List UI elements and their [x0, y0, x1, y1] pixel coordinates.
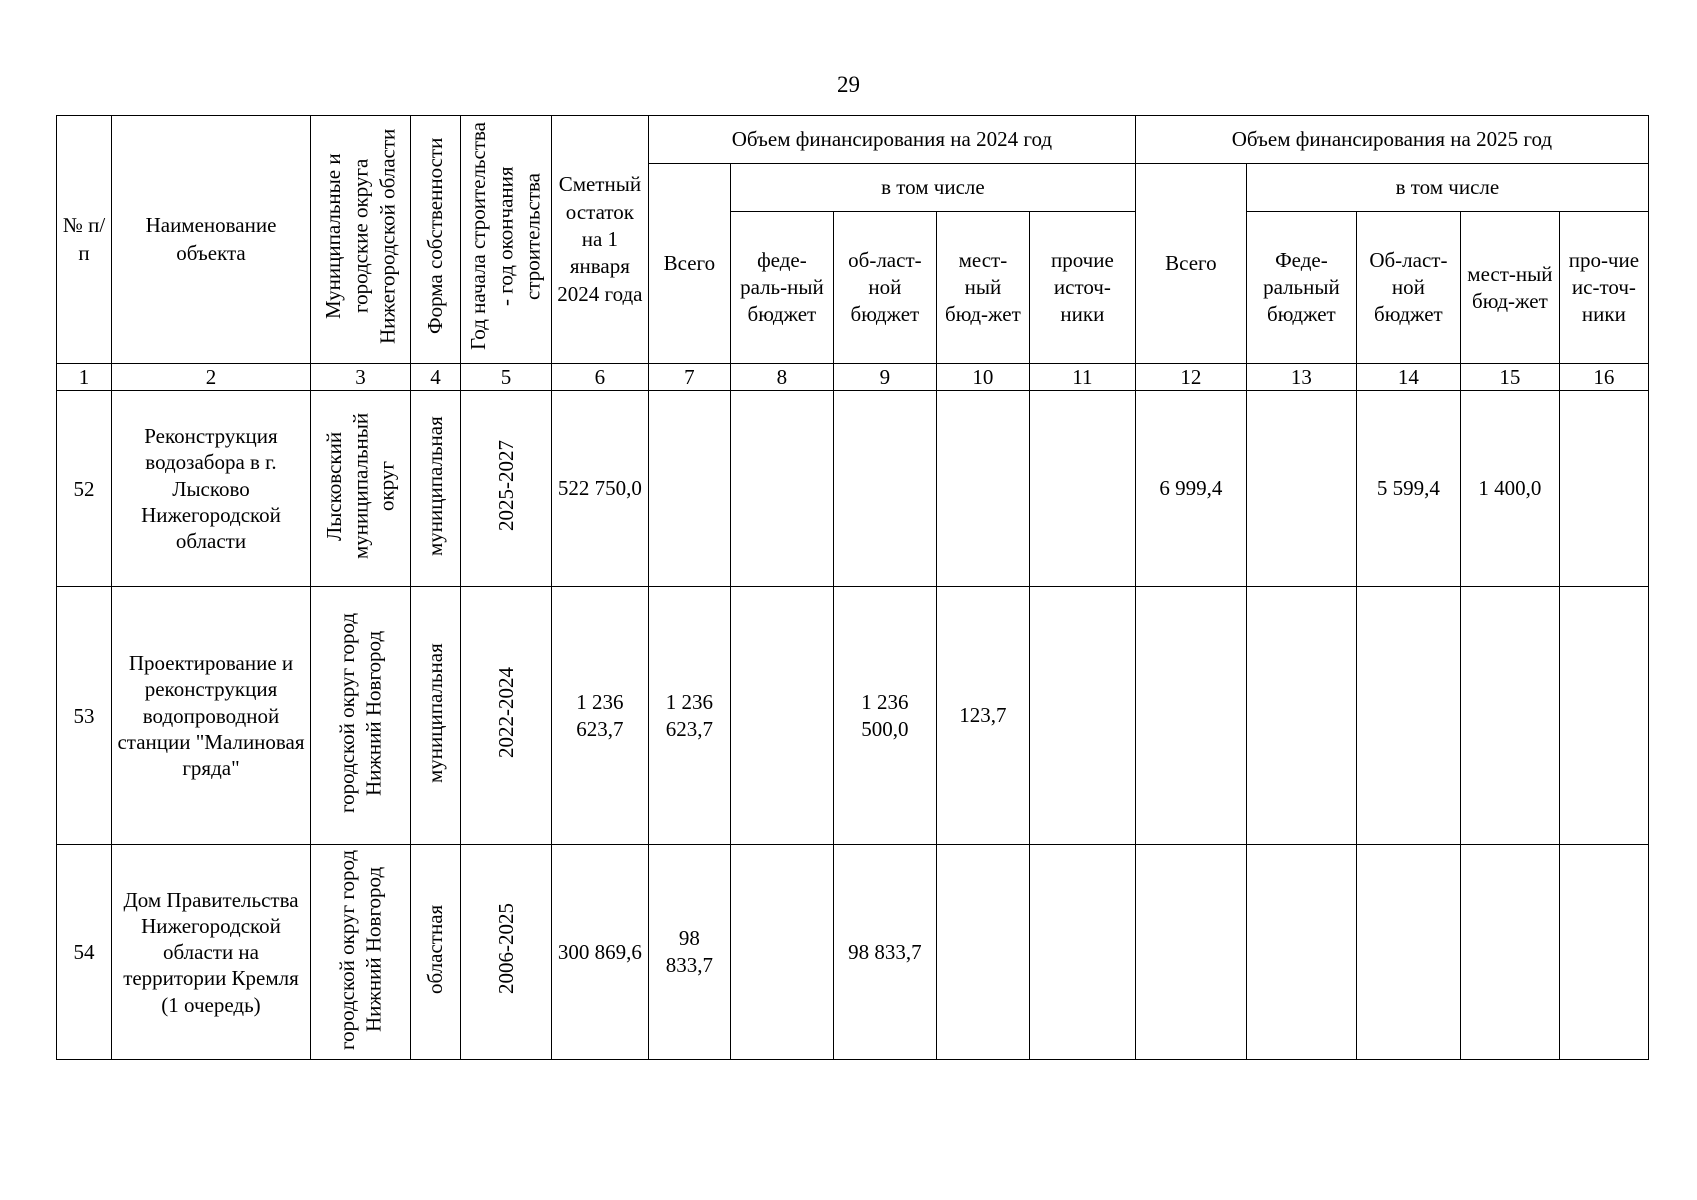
- total-2025: [1135, 845, 1246, 1060]
- header-ownership-cell: [411, 116, 461, 364]
- page-number: 29: [837, 72, 860, 97]
- construction-years: 2006-2025: [493, 903, 518, 995]
- local-2025: [1460, 845, 1559, 1060]
- ownership-cell: [411, 391, 461, 587]
- column-number: 5: [461, 364, 552, 391]
- federal-2025: [1246, 587, 1356, 845]
- federal-2025: [1246, 845, 1356, 1060]
- column-number: 7: [648, 364, 730, 391]
- regional-2024: [833, 391, 936, 587]
- ownership-form: муниципальная: [423, 415, 448, 556]
- federal-2024: [730, 845, 833, 1060]
- column-number: 11: [1029, 364, 1135, 391]
- ownership-form: областная: [423, 904, 448, 994]
- header-municipal-cell: [311, 116, 411, 364]
- column-number: 8: [730, 364, 833, 391]
- other-2025: [1559, 391, 1648, 587]
- header-estimate: Сметный остаток на 1 января 2024 года: [551, 116, 648, 364]
- estimate-balance: 522 750,0: [551, 391, 648, 587]
- total-2025: 6 999,4: [1135, 391, 1246, 587]
- header-fin-2024: Объем финансирования на 2024 год: [648, 116, 1135, 164]
- local-2025: 1 400,0: [1460, 391, 1559, 587]
- header-years-cell: [461, 116, 552, 364]
- header-fin-2025: Объем финансирования на 2025 год: [1135, 116, 1648, 164]
- local-2024: 123,7: [936, 587, 1029, 845]
- object-name: Реконструкция водозабора в г. Лысково Нижегородской области: [112, 391, 311, 587]
- header-other-2024: прочие источ-ники: [1029, 212, 1135, 364]
- header-other-2025: про-чие ис-точ-ники: [1559, 212, 1648, 364]
- years-cell: [461, 587, 552, 845]
- municipal-cell: [311, 391, 411, 587]
- header-row-1: [57, 116, 1649, 164]
- regional-2025: [1356, 845, 1460, 1060]
- table-row: [57, 391, 1649, 587]
- total-2024: [648, 391, 730, 587]
- header-regional-2024: об-ласт-ной бюджет: [833, 212, 936, 364]
- municipal-district: городской округ город Нижний Новгород: [335, 612, 386, 813]
- regional-2025: [1356, 587, 1460, 845]
- years-cell: [461, 845, 552, 1060]
- other-2025: [1559, 845, 1648, 1060]
- header-years: Год начала строительства - год окончания строительства: [466, 122, 545, 350]
- header-name: Наименование объекта: [112, 116, 311, 364]
- federal-2024: [730, 391, 833, 587]
- header-local-2025: мест-ный бюд-жет: [1460, 212, 1559, 364]
- other-2024: [1029, 391, 1135, 587]
- local-2025: [1460, 587, 1559, 845]
- federal-2025: [1246, 391, 1356, 587]
- other-2025: [1559, 587, 1648, 845]
- column-number: 3: [311, 364, 411, 391]
- regional-2024: 98 833,7: [833, 845, 936, 1060]
- municipal-cell: [311, 587, 411, 845]
- column-number-row: [57, 364, 1649, 391]
- object-name: Проектирование и реконструкция водопроводной станции "Малиновая гряда": [112, 587, 311, 845]
- header-including-2025: в том числе: [1246, 164, 1648, 212]
- municipal-district: городской округ город Нижний Новгород: [335, 849, 386, 1050]
- other-2024: [1029, 845, 1135, 1060]
- column-number: 13: [1246, 364, 1356, 391]
- column-number: 2: [112, 364, 311, 391]
- regional-2024: 1 236 500,0: [833, 587, 936, 845]
- municipal-cell: [311, 845, 411, 1060]
- column-number: 15: [1460, 364, 1559, 391]
- column-number: 1: [57, 364, 112, 391]
- financing-table: [56, 115, 1649, 1060]
- column-number: 10: [936, 364, 1029, 391]
- total-2025: [1135, 587, 1246, 845]
- row-number: 52: [57, 391, 112, 587]
- header-total-2025: Всего: [1135, 164, 1246, 364]
- header-including-2024: в том числе: [730, 164, 1135, 212]
- construction-years: 2025-2027: [493, 440, 518, 532]
- local-2024: [936, 391, 1029, 587]
- header-local-2024: мест-ный бюд-жет: [936, 212, 1029, 364]
- row-number: 54: [57, 845, 112, 1060]
- column-number: 9: [833, 364, 936, 391]
- years-cell: [461, 391, 552, 587]
- ownership-cell: [411, 845, 461, 1060]
- header-num: № п/п: [57, 116, 112, 364]
- total-2024: 98 833,7: [648, 845, 730, 1060]
- estimate-balance: 300 869,6: [551, 845, 648, 1060]
- header-federal-2024: феде-раль-ный бюджет: [730, 212, 833, 364]
- ownership-cell: [411, 587, 461, 845]
- header-federal-2025: Феде-ральный бюджет: [1246, 212, 1356, 364]
- header-ownership: Форма собственности: [422, 137, 447, 335]
- object-name: Дом Правительства Нижегородской области на территории Кремля (1 очередь): [112, 845, 311, 1060]
- header-total-2024: Всего: [648, 164, 730, 364]
- municipal-district: Лысковский муниципальный округ: [322, 412, 399, 559]
- column-number: 12: [1135, 364, 1246, 391]
- column-number: 6: [551, 364, 648, 391]
- column-number: 16: [1559, 364, 1648, 391]
- ownership-form: муниципальная: [423, 642, 448, 783]
- other-2024: [1029, 587, 1135, 845]
- header-municipal: Муниципальные и городские округа Нижегородской области: [320, 128, 400, 344]
- header-regional-2025: Об-ласт-ной бюджет: [1356, 212, 1460, 364]
- regional-2025: 5 599,4: [1356, 391, 1460, 587]
- table-row: [57, 587, 1649, 845]
- row-number: 53: [57, 587, 112, 845]
- federal-2024: [730, 587, 833, 845]
- column-number: 4: [411, 364, 461, 391]
- construction-years: 2022-2024: [493, 667, 518, 759]
- local-2024: [936, 845, 1029, 1060]
- table-row: [57, 845, 1649, 1060]
- total-2024: 1 236 623,7: [648, 587, 730, 845]
- estimate-balance: 1 236 623,7: [551, 587, 648, 845]
- column-number: 14: [1356, 364, 1460, 391]
